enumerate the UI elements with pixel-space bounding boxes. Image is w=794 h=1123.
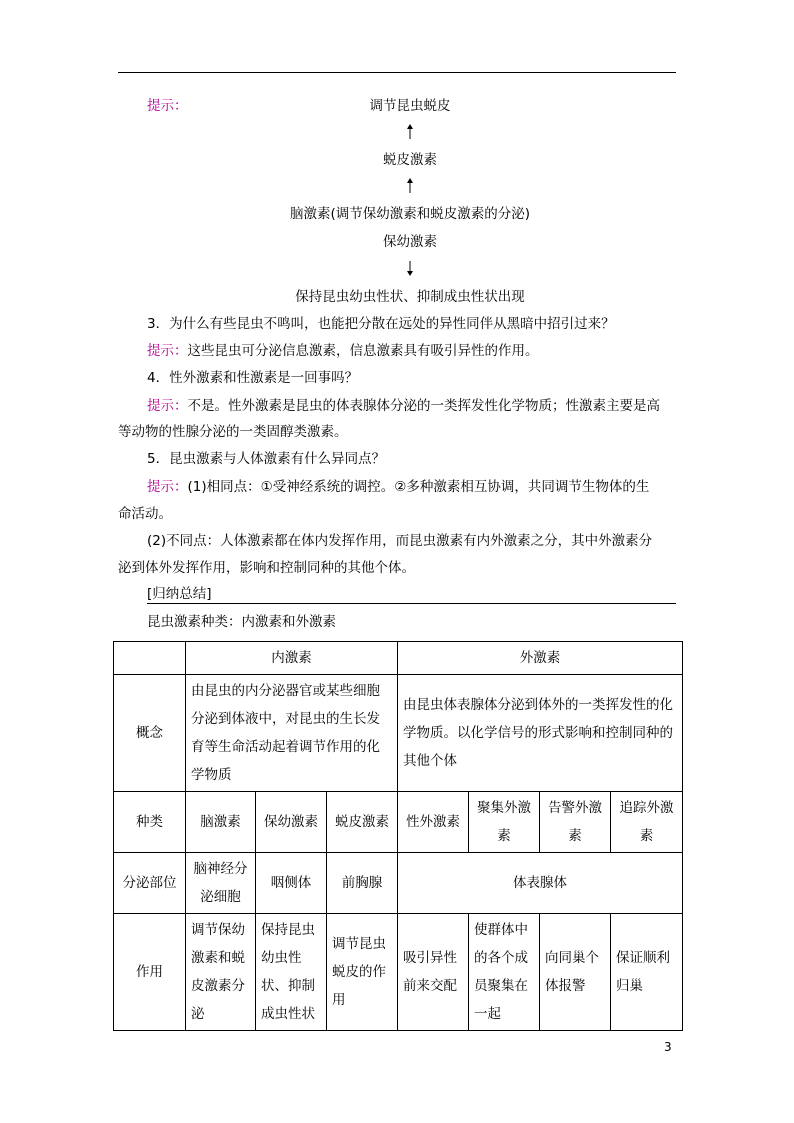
flow-node-brain-hormone: 脑激素(调节保幼激素和蜕皮激素的分泌) bbox=[289, 206, 531, 222]
concept-outer: 由昆虫体表腺体分泌到体外的一类挥发性的化学物质。以化学信号的形式影响和控制同种的其他个体 bbox=[398, 675, 683, 792]
header-inner-hormone: 内激素 bbox=[186, 642, 398, 675]
flow-node-ecdysone: 蜕皮激素 bbox=[383, 152, 437, 168]
table-row bbox=[114, 675, 683, 792]
site-cell: 咽侧体 bbox=[256, 853, 327, 914]
answer-5-text-3: (2)不同点：人体激素都在体内发挥作用，而昆虫激素有内外激素之分，其中外激素分 bbox=[147, 533, 653, 549]
function-cell: 向同巢个体报警 bbox=[540, 914, 611, 1031]
function-cell: 调节昆虫蜕皮的作用 bbox=[327, 914, 398, 1031]
page-number: 3 bbox=[664, 1040, 672, 1054]
answer-5-text-4: 泌到体外发挥作用，影响和控制同种的其他个体。 bbox=[118, 560, 415, 576]
answer-3 bbox=[147, 341, 539, 361]
table-row bbox=[114, 792, 683, 853]
arrow-up-icon bbox=[404, 178, 416, 194]
function-cell: 调节保幼激素和蜕皮激素分泌 bbox=[186, 914, 256, 1031]
kind-cell: 追踪外激素 bbox=[611, 792, 683, 853]
hormone-table bbox=[113, 641, 683, 1031]
question-4: 4．性外激素和性激素是一回事吗？ bbox=[147, 370, 359, 386]
site-cell: 体表腺体 bbox=[398, 853, 683, 914]
kind-cell: 告警外激素 bbox=[540, 792, 611, 853]
row-label-site: 分泌部位 bbox=[114, 853, 186, 914]
table-row bbox=[114, 914, 683, 1031]
site-cell: 前胸腺 bbox=[327, 853, 398, 914]
row-label-function: 作用 bbox=[114, 914, 186, 1031]
kind-cell: 性外激素 bbox=[398, 792, 469, 853]
answer-5 bbox=[147, 477, 649, 497]
table-row bbox=[114, 642, 683, 675]
kind-cell: 聚集外激素 bbox=[469, 792, 540, 853]
summary-subtitle: 昆虫激素种类：内激素和外激素 bbox=[147, 614, 336, 630]
row-label-concept: 概念 bbox=[114, 675, 186, 792]
hint-label: 提示： bbox=[147, 343, 188, 359]
row-label-kind: 种类 bbox=[114, 792, 186, 853]
hint-label: 提示： bbox=[147, 98, 188, 114]
header-outer-hormone: 外激素 bbox=[398, 642, 683, 675]
function-cell: 保持昆虫幼虫性状、抑制成虫性状 bbox=[256, 914, 327, 1031]
kind-cell: 脑激素 bbox=[186, 792, 256, 853]
answer-5-text-2: 命活动。 bbox=[118, 506, 172, 522]
flow-node-juvenile-hormone: 保幼激素 bbox=[383, 234, 437, 250]
function-cell: 使群体中的各个成员聚集在一起 bbox=[469, 914, 540, 1031]
function-cell: 保证顺利归巢 bbox=[611, 914, 683, 1031]
kind-cell: 蜕皮激素 bbox=[327, 792, 398, 853]
answer-4-text-2: 等动物的性腺分泌的一类固醇类激素。 bbox=[118, 424, 348, 440]
concept-inner: 由昆虫的内分泌器官或某些细胞分泌到体液中，对昆虫的生长发育等生命活动起着调节作用的化学物质 bbox=[186, 675, 398, 792]
answer-5-text-1: (1)相同点：①受神经系统的调控。②多种激素相互协调，共同调节生物体的生 bbox=[187, 479, 650, 495]
arrow-down-icon bbox=[404, 260, 416, 276]
question-5: 5．昆虫激素与人体激素有什么异同点？ bbox=[147, 451, 386, 467]
table-cell-empty bbox=[114, 642, 186, 675]
flow-node-molting: 调节昆虫蜕皮 bbox=[369, 98, 451, 114]
hint-label: 提示： bbox=[147, 398, 188, 414]
flow-node-larval-traits: 保持昆虫幼虫性状、抑制成虫性状出现 bbox=[295, 289, 525, 305]
question-3: 3．为什么有些昆虫不鸣叫，也能把分散在远处的异性同伴从黑暗中招引过来？ bbox=[147, 316, 615, 332]
answer-4-text-1: 不是。性外激素是昆虫的体表腺体分泌的一类挥发性化学物质；性激素主要是高 bbox=[187, 398, 660, 414]
summary-heading: [归纳总结] bbox=[147, 586, 212, 602]
answer-3-text: 这些昆虫可分泌信息激素，信息激素具有吸引异性的作用。 bbox=[187, 343, 539, 359]
header-rule bbox=[118, 72, 676, 73]
hint-label: 提示： bbox=[147, 479, 188, 495]
site-cell: 脑神经分泌细胞 bbox=[186, 853, 256, 914]
summary-rule bbox=[147, 603, 676, 604]
function-cell: 吸引异性前来交配 bbox=[398, 914, 469, 1031]
answer-4 bbox=[147, 396, 660, 416]
arrow-up-icon bbox=[404, 124, 416, 140]
kind-cell: 保幼激素 bbox=[256, 792, 327, 853]
table-row bbox=[114, 853, 683, 914]
